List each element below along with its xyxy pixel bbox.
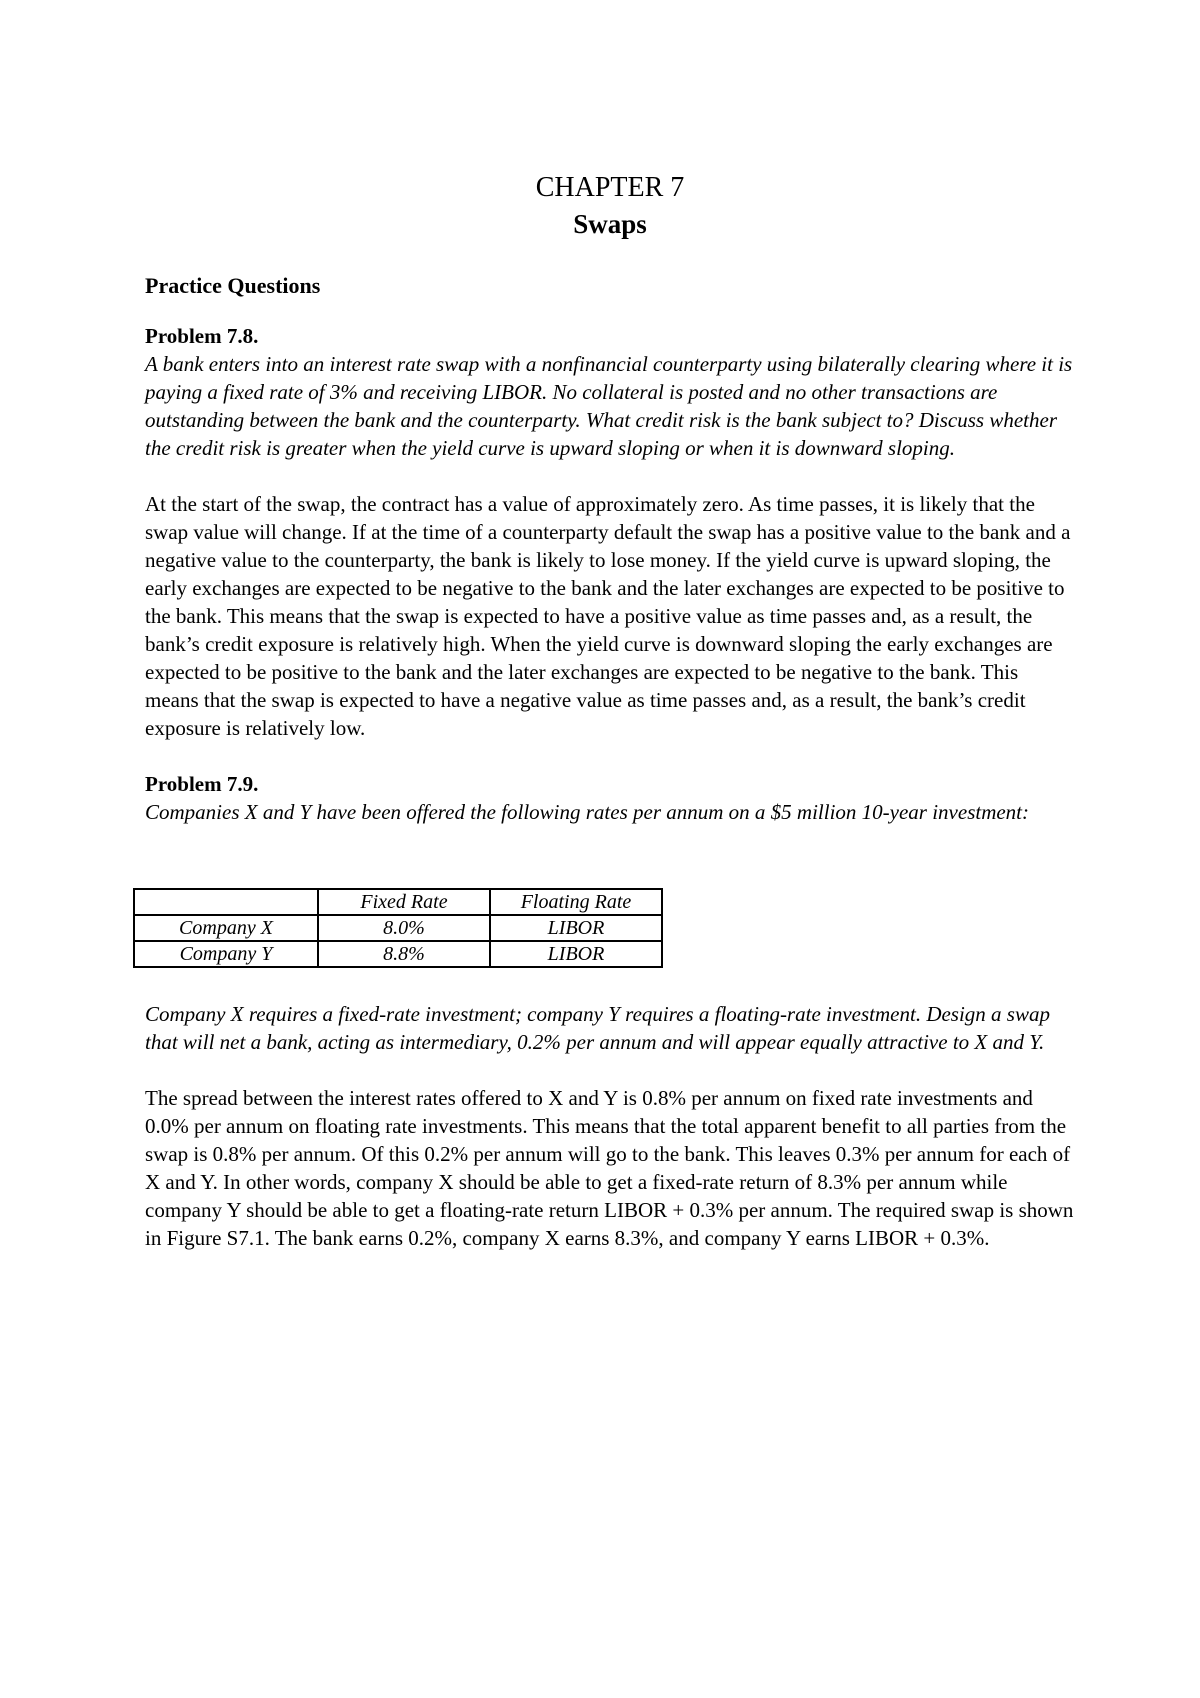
- table-row: [134, 941, 662, 967]
- chapter-title: CHAPTER 7: [535, 172, 685, 203]
- document-page: [145, 170, 1075, 1280]
- table-header-cell: Fixed Rate: [318, 889, 490, 915]
- chapter-subtitle: Swaps: [573, 209, 647, 239]
- section-title: Practice Questions: [145, 273, 321, 298]
- problem-question-continued: Company X requires a fixed-rate investment; company Y requires a floating-rate investment. Design a swap that will net a bank, acting as intermediary, 0.2% per annum and will appear equally attractive to X and Y.: [145, 1002, 1050, 1054]
- table-row: [134, 915, 662, 941]
- table-cell: Company X: [134, 915, 318, 941]
- problem-title: Problem 7.9.: [145, 772, 259, 796]
- table-cell: LIBOR: [490, 941, 662, 967]
- table-cell: LIBOR: [490, 915, 662, 941]
- table-cell: 8.8%: [318, 941, 490, 967]
- problem-question: Companies X and Y have been offered the following rates per annum on a $5 million 10-year investment:: [145, 800, 1030, 824]
- problem-title: Problem 7.8.: [145, 324, 259, 348]
- problem-answer: The spread between the interest rates offered to X and Y is 0.8% per annum on fixed rate investments and 0.0% per annum on floating rate investments. This means that the total apparent benefit to all parties from the swap is 0.8% per annum. Of this 0.2% per annum will go to the bank. This leaves 0.3% per annum for each of X and Y. In other words, company X should be able to get a fixed-rate return of 8.3% per annum while company Y should be able to get a floating-rate return LIBOR + 0.3% per annum. The required swap is shown in Figure S7.1. The bank earns 0.2%, company X earns 8.3%, and company Y earns LIBOR + 0.3%.: [145, 1086, 1074, 1250]
- problem-7-9: [145, 770, 1075, 1252]
- problem-question: A bank enters into an interest rate swap with a nonfinancial counterparty using bilaterally clearing where it is paying a fixed rate of 3% and receiving LIBOR. No collateral is posted and no other transactions are outstanding between the bank and the counterparty. What credit risk is the bank subject to? Discuss whether the credit risk is greater when the yield curve is upward sloping or when it is downward sloping.: [145, 352, 1073, 460]
- table-cell: Company Y: [134, 941, 318, 967]
- rates-table: [133, 888, 663, 968]
- problem-7-8: [145, 322, 1075, 742]
- table-cell: 8.0%: [318, 915, 490, 941]
- table-header-cell: [134, 889, 318, 915]
- table-header-row: [134, 889, 662, 915]
- table-header-cell: Floating Rate: [490, 889, 662, 915]
- problem-answer: At the start of the swap, the contract has a value of approximately zero. As time passes, it is likely that the swap value will change. If at the time of a counterparty default the swap has a positive value to the bank and a negative value to the counterparty, the bank is likely to lose money. If the yield curve is upward sloping, the early exchanges are expected to be negative to the bank and the later exchanges are expected to be positive to the bank. This means that the swap is expected to have a positive value as time passes and, as a result, the bank’s credit exposure is relatively high. When the yield curve is downward sloping the early exchanges are expected to be positive to the bank and the later exchanges are expected to be negative to the bank. This means that the swap is expected to have a negative value as time passes and, as a result, the bank’s credit exposure is relatively low.: [145, 492, 1071, 740]
